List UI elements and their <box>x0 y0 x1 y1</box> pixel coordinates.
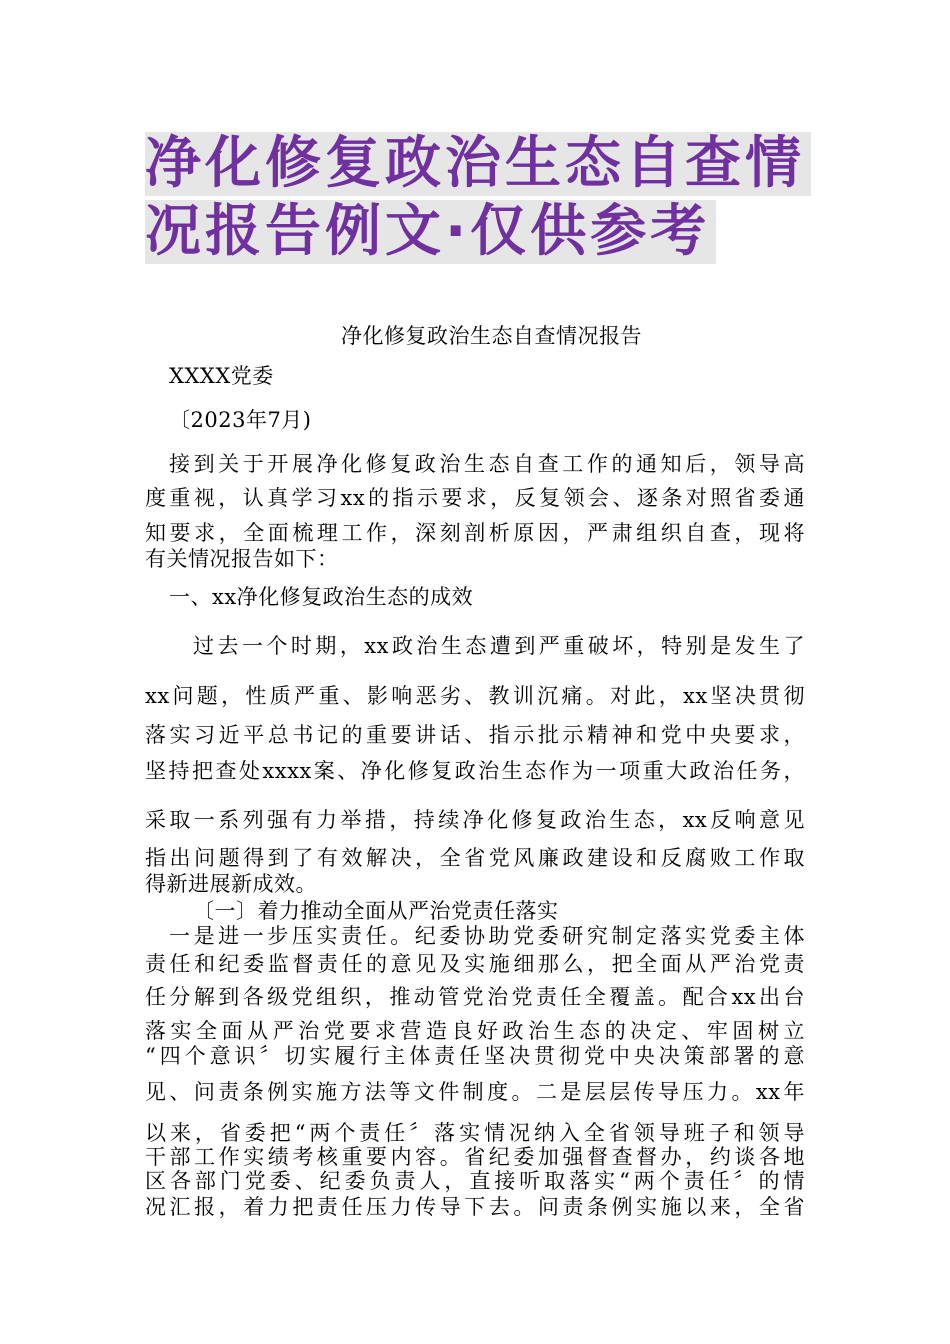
banner-title-line-2: 况报告例文·仅供参考 <box>145 200 716 264</box>
intro-line: 接到关于开展净化修复政治生态自查工作的通知后，领导高 <box>169 452 805 476</box>
section-para-line: 采取一系列强有力举措，持续净化修复政治生态，xx反响意见 <box>145 808 805 832</box>
intro-line: 有关情况报告如下： <box>145 547 339 571</box>
subsection-para-line: 见、问责条例实施方法等文件制度。二是层层传导压力。xx年 <box>145 1080 805 1104</box>
report-date: 〔2023年7月) <box>169 408 312 432</box>
subsection-para-line: 干部工作实绩考核重要内容。省纪委加强督查督办，约谈各地 <box>145 1145 805 1169</box>
subsection-para-line: 任分解到各级党组织，推动管党治党责任全覆盖。配合xx出台 <box>145 985 805 1009</box>
subsection-para-line: “四个意识〞切实履行主体责任坚决贯彻党中央决策部署的意 <box>145 1044 805 1068</box>
subsection-para-line: 责任和纪委监督责任的意见及实施细那么，把全面从严治党责 <box>145 952 805 976</box>
intro-line: 知要求，全面梳理工作，深刻剖析原因，严肃组织自查，现将 <box>145 521 805 545</box>
subsection-heading: 〔一〕着力推动全面从严治党责任落实 <box>193 899 559 923</box>
report-org: XXXX党委 <box>169 364 274 388</box>
banner-title-line-1: 净化修复政治生态自查情 <box>145 132 811 196</box>
subsection-para-line: 况汇报，着力把责任压力传导下去。问责条例实施以来，全省 <box>145 1195 805 1219</box>
section-para-line: 指出问题得到了有效解决，全省党风廉政建设和反腐败工作取 <box>145 846 805 870</box>
section-heading: 一、xx净化修复政治生态的成效 <box>169 585 474 609</box>
section-para-line: 坚持把查处xxxx案、净化修复政治生态作为一项重大政治任务， <box>145 759 805 783</box>
section-para-line: xx问题，性质严重、影响恶劣、教训沉痛。对此，xx坚决贯彻 <box>145 684 805 708</box>
subsection-para-line: 落实全面从严治党要求营造良好政治生态的决定、牢固树立 <box>145 1019 805 1043</box>
subsection-para-line: 一是进一步压实责任。纪委协助党委研究制定落实党委主体 <box>169 924 805 948</box>
intro-line: 度重视，认真学习xx的指示要求，反复领会、逐条对照省委通 <box>145 486 805 510</box>
section-para-line: 落实习近平总书记的重要讲话、指示批示精神和党中央要求， <box>145 723 805 747</box>
section-para-line: 得新进展新成效。 <box>145 872 317 896</box>
subsection-para-line: 区各部门党委、纪委负责人，直接听取落实“两个责任〞的情 <box>145 1169 805 1193</box>
report-title: 净化修复政治生态自查情况报告 <box>341 324 642 348</box>
section-para-line: 过去一个时期，xx政治生态遭到严重破坏，特别是发生了 <box>193 634 805 658</box>
subsection-para-line: 以来，省委把“两个责任〞落实情况纳入全省领导班子和领导 <box>145 1121 805 1145</box>
